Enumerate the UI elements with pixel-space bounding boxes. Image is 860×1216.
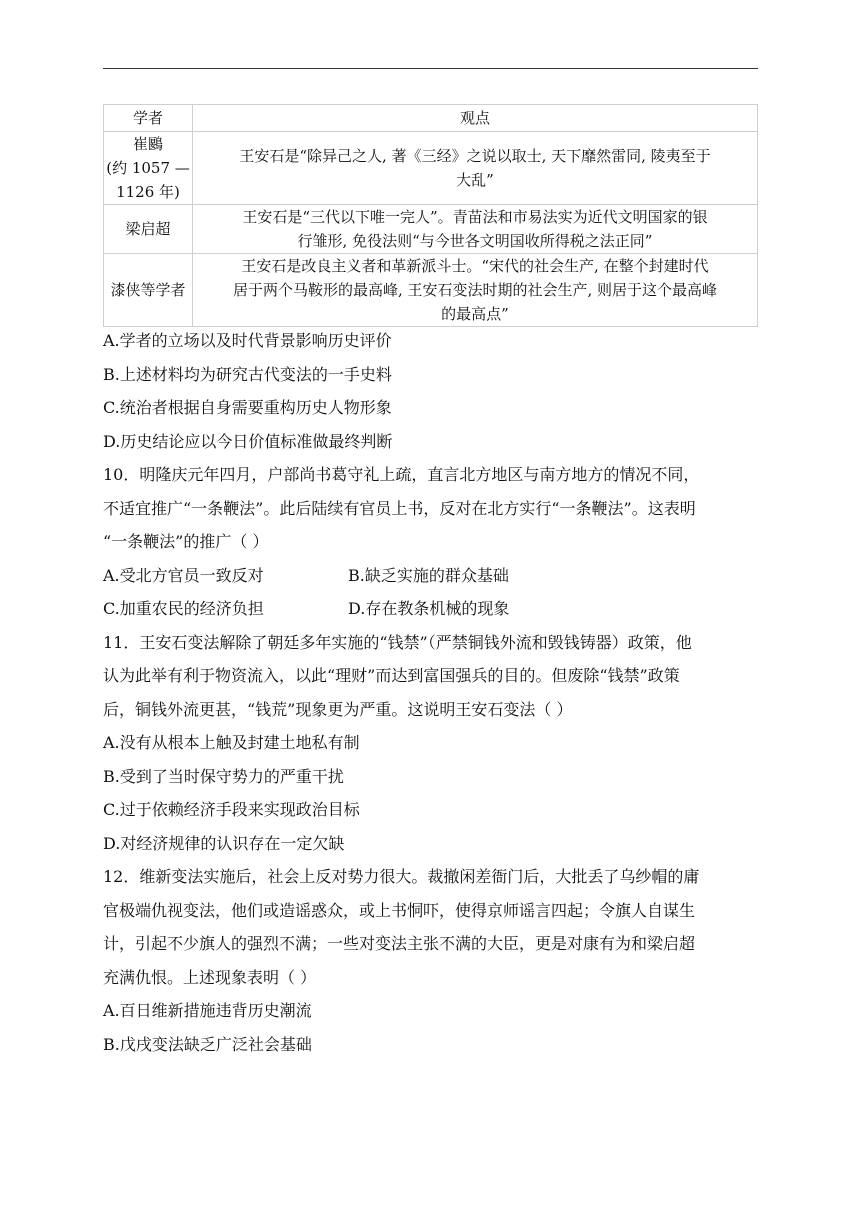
q12-stem-line: 官极端仇视变法，他们或造谣惑众，或上书恫吓，使得京师谣言四起；令旗人自谋生	[103, 900, 696, 920]
header-view: 观点	[193, 105, 758, 132]
q10-option-b[interactable]: B.缺乏实施的群众基础	[348, 565, 509, 585]
q10-stem-line: 10．明隆庆元年四月，户部尚书葛守礼上疏，直言北方地区与南方地方的情况不同，	[103, 465, 700, 484]
scholar-views-table	[103, 104, 758, 327]
q12-stem-line: 充满仇恨。上述现象表明（ ）	[103, 967, 317, 987]
scholar-name: 漆侠等学者	[110, 281, 186, 299]
view-cell	[193, 205, 758, 254]
q9-option-d[interactable]: D.历史结论应以今日价值标准做最终判断	[103, 431, 393, 451]
table-row	[104, 205, 758, 254]
q10-options-row	[103, 559, 758, 593]
question-content	[103, 324, 758, 1061]
table-row	[104, 254, 758, 327]
q10-option-a[interactable]: A.受北方官员一致反对	[103, 565, 264, 585]
q11-stem-line: 后，铜钱外流更甚，“钱荒”现象更为严重。这说明王安石变法（ ）	[103, 699, 573, 719]
q12-option-b[interactable]: B.戊戌变法缺乏广泛社会基础	[103, 1034, 312, 1054]
scholar-name: 梁启超	[125, 220, 171, 238]
q11-option-c[interactable]: C.过于依赖经济手段来实现政治目标	[103, 800, 360, 819]
q10-options-row	[103, 592, 758, 626]
view-line: 王安石是“除异己之人, 著《三经》之说以取士, 天下靡然雷同, 陵夷至于	[239, 147, 711, 165]
q9-option-c[interactable]: C.统治者根据自身需要重构历史人物形象	[103, 398, 392, 417]
view-line: 行雏形, 免役法则“与今世各文明国收所得税之法正同”	[297, 232, 653, 250]
q9-option-b[interactable]: B.上述材料均为研究古代变法的一手史料	[103, 364, 392, 384]
q9-option-a[interactable]: A.学者的立场以及时代背景影响历史评价	[103, 331, 392, 350]
q10-option-d[interactable]: D.存在教条机械的现象	[348, 599, 510, 618]
scholar-cell	[104, 254, 193, 327]
scholar-name: 崔鶠	[132, 135, 163, 153]
q10-stem-line: “一条鞭法”的推广（ ）	[103, 532, 269, 551]
q10-option-c[interactable]: C.加重农民的经济负担	[103, 599, 264, 618]
q10-stem-line: 不适宜推广“一条鞭法”。此后陆续有官员上书，反对在北方实行“一条鞭法”。这表明	[103, 498, 696, 518]
view-line: 的最高点”	[441, 305, 509, 323]
header-rule	[103, 68, 758, 69]
view-cell	[193, 254, 758, 327]
view-line: 王安石是“三代以下唯一完人”。青苗法和市易法实为近代文明国家的银	[242, 208, 708, 226]
view-line: 居于两个马鞍形的最高峰, 王安石变法时期的社会生产, 则居于这个最高峰	[232, 281, 718, 299]
q11-option-d[interactable]: D.对经济规律的认识存在一定欠缺	[103, 833, 345, 853]
q11-stem-line: 11．王安石变法解除了朝廷多年实施的“钱禁”（严禁铜钱外流和毁钱铸器）政策，他	[103, 632, 692, 652]
scholar-cell	[104, 132, 193, 205]
header-scholar: 学者	[104, 105, 193, 132]
view-line: 王安石是改良主义者和革新派斗士。“宋代的社会生产, 在整个封建时代	[241, 257, 709, 275]
scholar-dates: 1126 年)	[116, 183, 180, 201]
q12-stem-line: 12．维新变法实施后，社会上反对势力很大。裁撤闲差衙门后，大批丢了乌纱帽的庸	[103, 867, 700, 886]
scholar-cell	[104, 205, 193, 254]
q11-option-a[interactable]: A.没有从根本上触及封建土地私有制	[103, 733, 360, 752]
q12-stem-line: 计，引起不少旗人的强烈不满；一些对变法主张不满的大臣，更是对康有为和梁启超	[103, 934, 696, 953]
view-cell	[193, 132, 758, 205]
table-header-row	[104, 105, 758, 132]
q11-option-b[interactable]: B.受到了当时保守势力的严重干扰	[103, 766, 344, 786]
q11-stem-line: 认为此举有利于物资流入，以此“理财”而达到富国强兵的目的。但废除“钱禁”政策	[103, 666, 680, 685]
scholar-dates: (约 1057 —	[106, 159, 190, 177]
table-row	[104, 132, 758, 205]
view-line: 大乱”	[456, 171, 494, 189]
q12-option-a[interactable]: A.百日维新措施违背历史潮流	[103, 1001, 312, 1020]
